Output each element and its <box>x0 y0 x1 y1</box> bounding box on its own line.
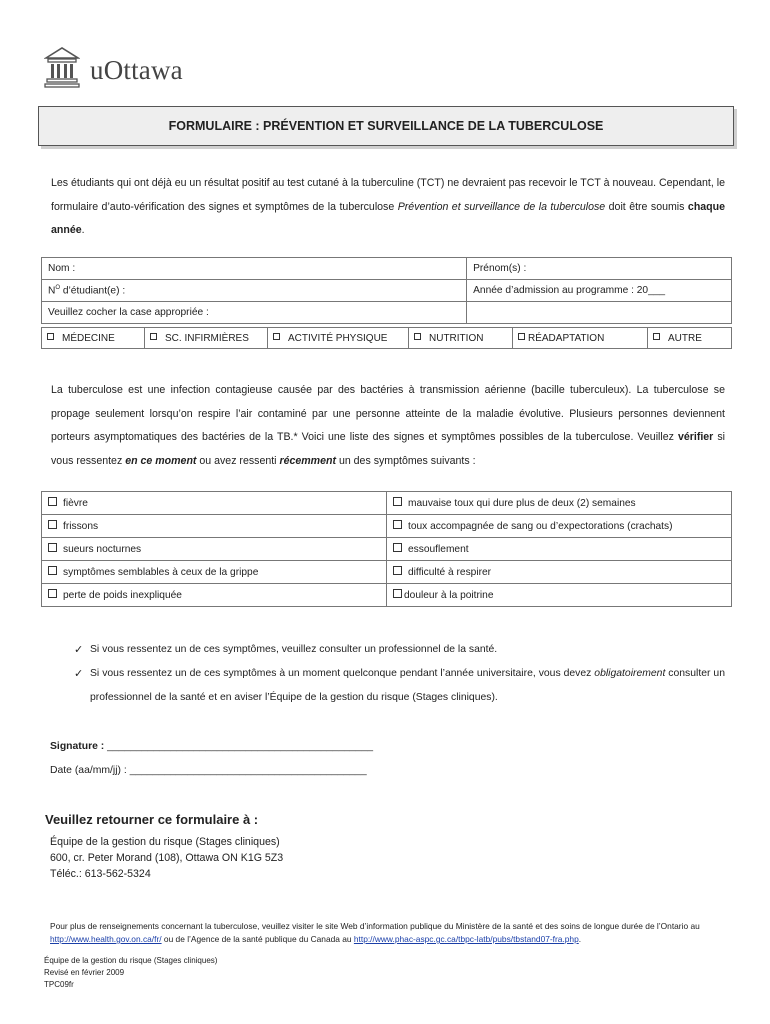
checkbox-icon[interactable] <box>48 589 57 598</box>
signature-section <box>50 735 373 783</box>
checkbox-icon[interactable] <box>393 520 402 529</box>
health-ontario-link[interactable]: http://www.health.gov.on.ca/fr/ <box>50 934 162 944</box>
symptom-weight-loss[interactable]: perte de poids inexpliquée <box>42 584 387 607</box>
tuberculosis-info-paragraph: La tuberculose est une infection contagieuse causée par des bactéries à transmission aérienne (bacille tuberculeux). La tuberculose se propage seulement lorsqu’on respire l’air contaminé par une personne atteinte de la maladie évolutive. Plusieurs personnes deviennent porteurs asymptomatiques des bactéries de la TB.* Voici une liste des signes et symptômes possibles de la tuberculose. Veuillez vérifier si vous ressentez en ce moment ou avez ressenti récemment un des symptômes suivants : <box>51 384 725 467</box>
checkbox-icon[interactable] <box>393 589 402 598</box>
checkbox-icon[interactable] <box>48 497 57 506</box>
checkbox-icon[interactable] <box>48 543 57 552</box>
return-address: Équipe de la gestion du risque (Stages cliniques) 600, cr. Peter Morand (108), Ottawa ON K1G 5Z3 Téléc.: 613-562-5324 <box>50 836 284 880</box>
checkbox-icon[interactable] <box>393 566 402 575</box>
footnote: Pour plus de renseignements concernant la tuberculose, veuillez visiter le site Web d’information publique du Ministère de la santé et des soins de longue durée de l’Ontario au http://www.health.gov.on.ca/fr/ ou de l’Agence de la santé publique du Canada au http://www.phac-aspc.gc.ca/tbpc-latb/pubs/tbstand07-fra.php. <box>50 921 700 944</box>
symptom-chills[interactable]: frissons <box>42 515 387 538</box>
checkbox-icon[interactable] <box>393 543 402 552</box>
symptom-bloody-cough[interactable]: toux accompagnée de sang ou d’expectorations (crachats) <box>387 515 732 538</box>
signature-line[interactable]: ______________________________________________ <box>107 741 373 752</box>
symptom-fever[interactable]: fièvre <box>42 492 387 515</box>
symptoms-table <box>41 491 732 607</box>
program-option-nursing[interactable]: SC. INFIRMIÈRES <box>145 328 268 349</box>
program-checkbox-row <box>41 327 732 349</box>
checkbox-icon[interactable] <box>48 566 57 575</box>
intro-paragraph: Les étudiants qui ont déjà eu un résultat positif au test cutané à la tuberculine (TCT) ne devraient pas recevoir le TCT à nouveau. Cependant, le formulaire d’auto-vérification des signes et symptômes de la tuberculose Prévention et surveillance de la tuberculose doit être soumis chaque année. <box>51 177 726 236</box>
date-line[interactable]: _________________________________________ <box>129 765 367 776</box>
first-name-field[interactable]: Prénom(s) : <box>467 258 732 280</box>
document-footer: Équipe de la gestion du risque (Stages cliniques) Revisé en février 2009 TPC09fr <box>44 956 218 989</box>
symptom-chest-pain[interactable]: douleur à la poitrine <box>387 584 732 607</box>
program-option-medecine[interactable]: MÉDECINE <box>42 328 145 349</box>
checkmark-icon: ✓ <box>74 668 84 680</box>
university-logo-text: uOttawa <box>90 55 183 85</box>
advice-item: ✓ Si vous ressentez un de ces symptômes, veuillez consulter un professionnel de la santé. <box>74 638 725 662</box>
symptom-shortness-of-breath[interactable]: essouflement <box>387 538 732 561</box>
return-title: Veuillez retourner ce formulaire à : <box>45 812 259 827</box>
student-info-table <box>41 257 732 324</box>
form-title: FORMULAIRE : PRÉVENTION ET SURVEILLANCE DE LA TUBERCULOSE <box>38 106 734 146</box>
advice-list <box>74 638 725 710</box>
checkbox-icon[interactable] <box>47 333 54 340</box>
checkbox-icon[interactable] <box>518 333 525 340</box>
symptom-night-sweats[interactable]: sueurs nocturnes <box>42 538 387 561</box>
name-field[interactable]: Nom : <box>42 258 467 280</box>
checkmark-icon: ✓ <box>74 644 84 656</box>
phac-link[interactable]: http://www.phac-aspc.gc.ca/tbpc-latb/pubs/tbstand07-fra.php <box>353 934 579 944</box>
symptom-flu-like[interactable]: symptômes semblables à ceux de la grippe <box>42 561 387 584</box>
program-option-other[interactable]: AUTRE <box>648 328 732 349</box>
program-option-physical-activity[interactable]: ACTIVITÉ PHYSIQUE <box>268 328 409 349</box>
checkbox-icon[interactable] <box>150 333 157 340</box>
symptom-difficulty-breathing[interactable]: difficulté à respirer <box>387 561 732 584</box>
program-instruction: Veuillez cocher la case appropriée : <box>42 302 467 324</box>
program-option-rehabilitation[interactable]: RÉADAPTATION <box>513 328 648 349</box>
student-number-field[interactable]: $N^O$ d’étudiant(e) : <box>42 280 467 302</box>
checkbox-icon[interactable] <box>48 520 57 529</box>
program-option-nutrition[interactable]: NUTRITION <box>409 328 513 349</box>
symptom-persistent-cough[interactable]: mauvaise toux qui dure plus de deux (2) semaines <box>387 492 732 515</box>
date-label: Date (aa/mm/jj) : <box>50 765 127 776</box>
university-building-icon <box>44 44 80 88</box>
checkbox-icon[interactable] <box>273 333 280 340</box>
checkbox-icon[interactable] <box>393 497 402 506</box>
admission-year-field[interactable]: Année d’admission au programme : 20___ <box>467 280 732 302</box>
signature-label: Signature : <box>50 741 105 752</box>
checkbox-icon[interactable] <box>653 333 660 340</box>
checkbox-icon[interactable] <box>414 333 421 340</box>
advice-item: ✓ Si vous ressentez un de ces symptômes à un moment quelconque pendant l’année universitaire, vous devez obligatoirement consulter un professionnel de la santé et en aviser l’Équipe de la gestion du risque (Stages cliniques). <box>74 662 725 710</box>
